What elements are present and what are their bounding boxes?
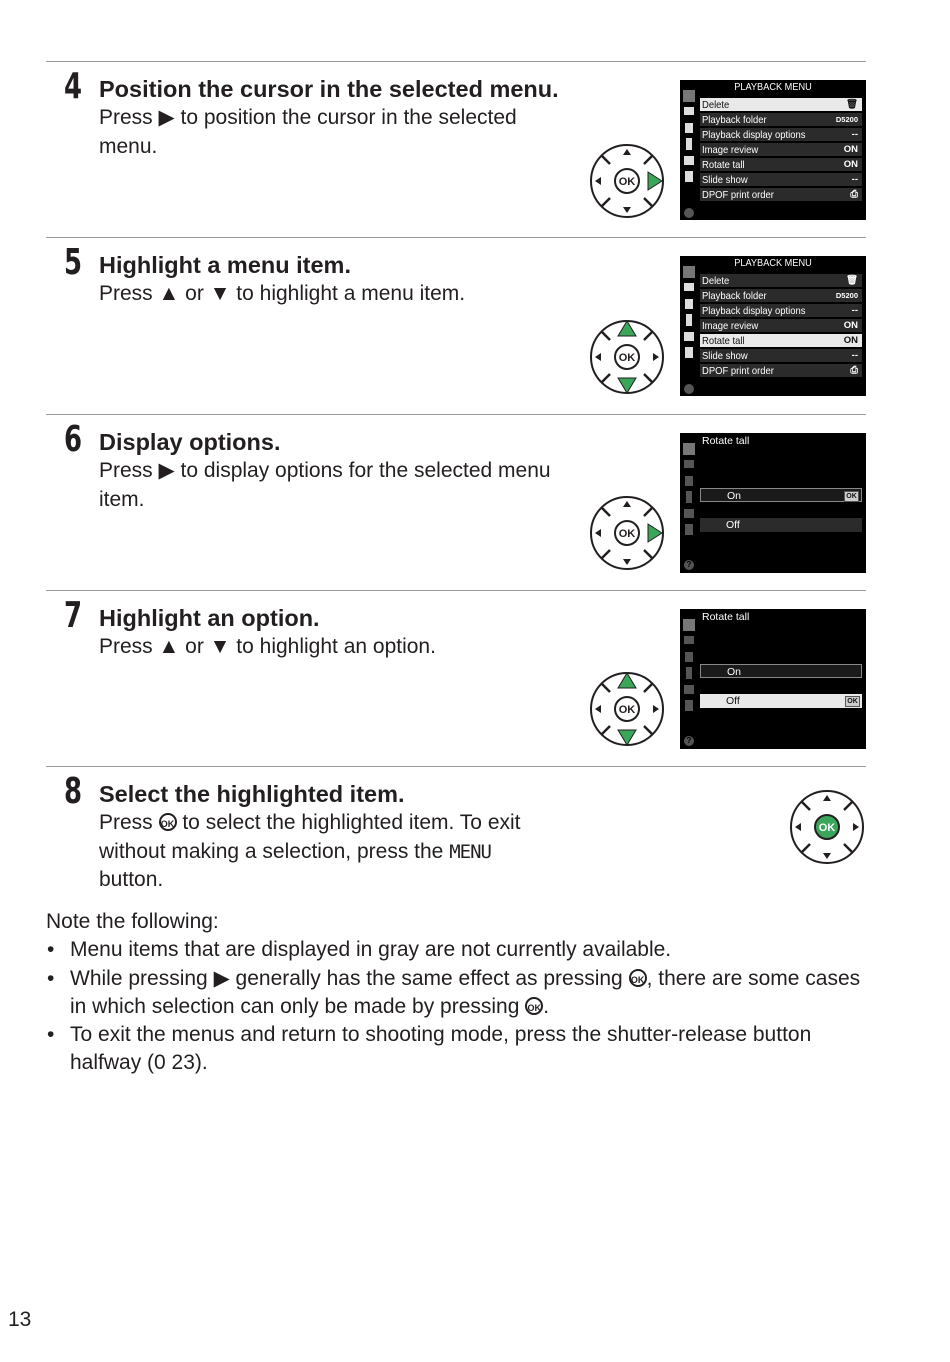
step-7: [46, 590, 866, 766]
playback-menu-screen: [680, 80, 866, 220]
step-5: [46, 237, 866, 414]
menu-row: DPOF print order ⎙: [700, 364, 862, 378]
menu-row: Playback folder D5200: [700, 289, 862, 303]
list-item: • While pressing ▶ generally has the same effect as pressing OK , there are some cases in which selection can only be made by pressing OK .: [46, 965, 866, 1022]
step-8: [46, 766, 866, 897]
step-title: Select the highlighted item.: [99, 781, 405, 807]
option-row: On: [700, 664, 862, 678]
svg-text:OK: OK: [618, 176, 636, 188]
svg-text:OK: OK: [818, 822, 836, 834]
right-arrow-icon: ▶: [213, 966, 230, 990]
step-4: [46, 61, 866, 237]
option-row: On OK: [700, 488, 862, 502]
notes-list: [46, 936, 866, 1077]
step-number: 4: [64, 66, 83, 107]
notes-intro: Note the following:: [46, 910, 219, 933]
step-body: Press OK to select the highlighted item. To exit without making a selection, press the MENU button.: [99, 811, 521, 891]
rotate-tall-screen: [680, 433, 866, 573]
step-number: 7: [64, 595, 83, 636]
multi-selector-up-down-icon: [588, 670, 666, 748]
menu-row: Playback display options --: [700, 304, 862, 318]
step-body: Press ▲ or ▼ to highlight a menu item.: [99, 282, 466, 305]
menu-row: Playback display options --: [700, 128, 862, 142]
up-arrow-icon: ▲: [158, 282, 180, 305]
step-title: Display options.: [99, 429, 281, 455]
page-reference[interactable]: 0 23: [154, 1051, 195, 1075]
down-arrow-icon: ▼: [209, 282, 231, 305]
step-title: Highlight a menu item.: [99, 252, 351, 278]
down-arrow-icon: ▼: [209, 635, 231, 658]
menu-row: Slide show --: [700, 173, 862, 187]
screen-header: PLAYBACK MENU: [734, 82, 812, 93]
ok-button-icon: OK: [525, 997, 543, 1015]
svg-text:OK: OK: [618, 352, 636, 364]
page-number: 13: [8, 1308, 32, 1331]
menu-row: Rotate tall ON: [700, 158, 862, 172]
option-row: Off OK: [700, 694, 862, 708]
menu-tabs-icon: [680, 441, 698, 573]
menu-row: Playback folder D5200: [700, 113, 862, 127]
step-title: Highlight an option.: [99, 605, 320, 631]
menu-row: Image review ON: [700, 143, 862, 157]
menu-row: DPOF print order ⎙: [700, 188, 862, 202]
rotate-tall-screen: [680, 609, 866, 749]
step-6: [46, 414, 866, 590]
step-number: 5: [64, 242, 83, 283]
list-item: • Menu items that are displayed in gray are not currently available.: [46, 936, 866, 964]
up-arrow-icon: ▲: [158, 635, 180, 658]
menu-tabs-icon: [680, 88, 698, 220]
multi-selector-right-icon: [588, 142, 666, 220]
menu-row: Delete 🗑: [700, 274, 862, 288]
playback-menu-screen: PLAYBACK MENU Delete 🗑 Playback folder D5200 Playback display options -- Image review ON Rotate tall ON Slide show -- DPOF print order ⎙: [680, 256, 866, 396]
ok-button-icon: OK: [159, 813, 177, 831]
help-icon: ?: [684, 736, 694, 746]
menu-row: Slide show --: [700, 349, 862, 363]
menu-row: Rotate tall ON: [700, 334, 862, 348]
step-body: Press ▲ or ▼ to highlight an option.: [99, 635, 436, 658]
step-body: Press ▶ to position the cursor in the selected menu.: [99, 106, 517, 158]
menu-row: Delete 🗑: [700, 98, 862, 112]
ok-button-icon: OK: [629, 969, 647, 987]
multi-selector-ok-icon: [788, 788, 866, 866]
list-item: • To exit the menus and return to shooting mode, press the shutter-release button halfway (0 23).: [46, 1021, 866, 1078]
menu-button-label: MENU: [449, 840, 491, 863]
svg-text:OK: OK: [618, 704, 636, 716]
step-title: Position the cursor in the selected menu.: [99, 76, 559, 102]
menu-tabs-icon: [680, 264, 698, 396]
option-row: Off: [700, 518, 862, 532]
right-arrow-icon: ▶: [158, 106, 175, 129]
screen-header: Rotate tall: [702, 611, 750, 623]
svg-text:OK: OK: [618, 528, 636, 540]
right-arrow-icon: ▶: [158, 459, 175, 482]
step-body: Press ▶ to display options for the selected menu item.: [99, 459, 551, 511]
multi-selector-up-down-icon: [588, 318, 666, 396]
step-number: 8: [64, 771, 83, 812]
menu-tabs-icon: [680, 617, 698, 749]
menu-row: Image review ON: [700, 319, 862, 333]
notes-section: [46, 908, 866, 1078]
step-number: 6: [64, 419, 83, 460]
help-icon: ?: [684, 560, 694, 570]
screen-header: Rotate tall: [702, 435, 750, 447]
multi-selector-right-icon: [588, 494, 666, 572]
